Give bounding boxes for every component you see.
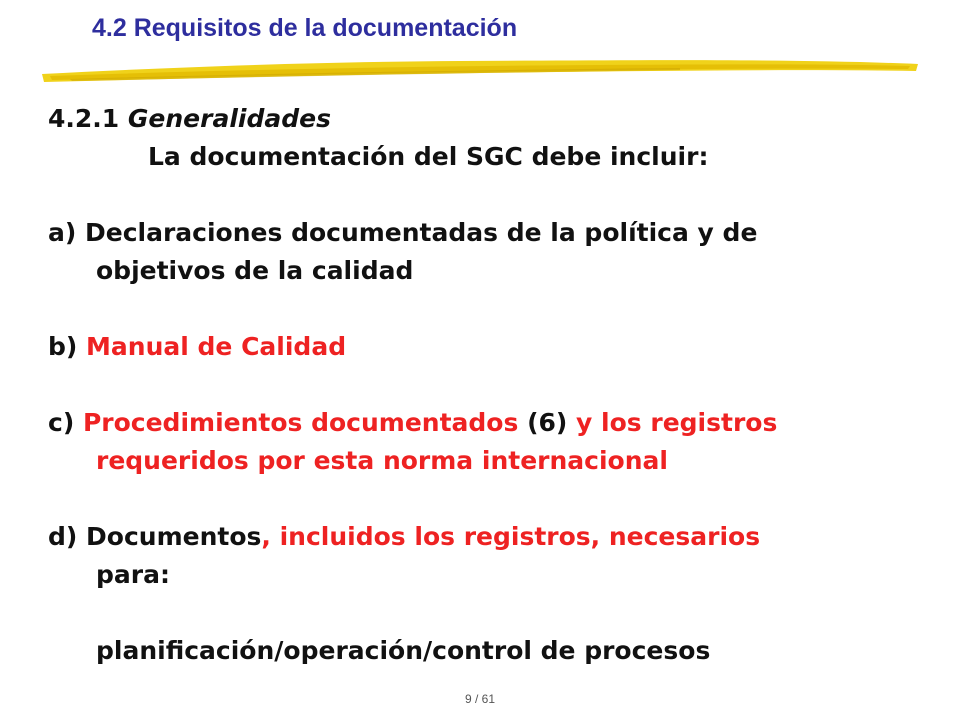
- item-a-text: Declaraciones documentadas de la política y de: [85, 218, 758, 247]
- item-c-prefix: c): [48, 408, 83, 437]
- item-c-line2: requeridos por esta norma internacional: [96, 446, 668, 475]
- spacer: [48, 176, 928, 214]
- item-a-line1: [48, 214, 928, 252]
- slide-body: [48, 100, 928, 670]
- item-c-red1: Procedimientos documentados: [82, 408, 519, 437]
- item-b-text: Manual de Calidad: [86, 332, 347, 361]
- item-a-line2: objetivos de la calidad: [96, 256, 414, 285]
- item-c-mid: (6): [518, 408, 577, 437]
- intro-line: La documentación del SGC debe incluir:: [148, 142, 709, 171]
- slide-title: 4.2 Requisitos de la documentación: [92, 14, 518, 42]
- item-a-prefix: a): [48, 218, 85, 247]
- item-b-prefix: b): [48, 332, 87, 361]
- page-indicator: 9 / 61: [464, 692, 496, 706]
- spacer: [48, 290, 928, 328]
- section-name: Generalidades: [127, 104, 331, 133]
- item-c-red2: y los registros: [576, 408, 778, 437]
- item-c-line1: [48, 404, 928, 442]
- section-number: 4.2.1: [48, 104, 128, 133]
- item-d-line3: planificación/operación/control de procesos: [96, 636, 711, 665]
- spacer: [48, 594, 928, 632]
- item-b: [48, 328, 928, 366]
- title-underline-brushstroke: [40, 52, 920, 86]
- item-d-line1: [48, 518, 928, 556]
- section-heading: [48, 100, 928, 138]
- item-d-red: , incluidos los registros, necesarios: [261, 522, 761, 551]
- spacer: [48, 366, 928, 404]
- item-d-prefix: d) Documentos: [48, 522, 262, 551]
- item-d-line2: para:: [96, 560, 170, 589]
- spacer: [48, 480, 928, 518]
